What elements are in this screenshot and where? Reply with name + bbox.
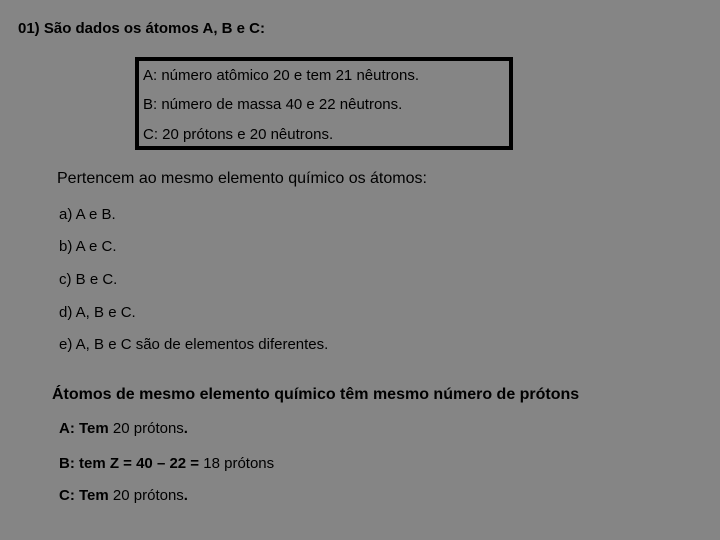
- question-title: 01) São dados os átomos A, B e C:: [18, 20, 265, 37]
- explanation-value-c: 20 prótons: [112, 487, 184, 504]
- explanation-title: Átomos de mesmo elemento químico têm mesmo número de prótons: [52, 386, 580, 403]
- option-b: b) A e C.: [59, 238, 117, 255]
- option-d: d) A, B e C.: [59, 304, 136, 321]
- explanation-end-a: .: [183, 420, 188, 437]
- option-c: c) B e C.: [59, 271, 118, 288]
- explanation-value-b: 18 prótons: [203, 455, 275, 472]
- explanation-label-b: B: tem Z = 40 – 22 =: [59, 455, 204, 472]
- explanation-value-a: 20 prótons: [112, 420, 184, 437]
- explanation-line-b: [59, 455, 274, 472]
- explanation-label-a: A: Tem: [59, 420, 113, 437]
- option-a: a) A e B.: [59, 206, 116, 223]
- option-e: e) A, B e C são de elementos diferentes.: [59, 336, 329, 353]
- explanation-label-c: C: Tem: [59, 487, 113, 504]
- question-text: Pertencem ao mesmo elemento químico os átomos:: [57, 170, 427, 187]
- atom-b-line: B: número de massa 40 e 22 nêutrons.: [143, 96, 403, 113]
- explanation-end-c: .: [183, 487, 188, 504]
- explanation-line-c: [59, 487, 188, 504]
- atom-a-line: A: número atômico 20 e tem 21 nêutrons.: [143, 67, 419, 84]
- atom-c-line: C: 20 prótons e 20 nêutrons.: [143, 126, 334, 143]
- explanation-line-a: [59, 420, 188, 437]
